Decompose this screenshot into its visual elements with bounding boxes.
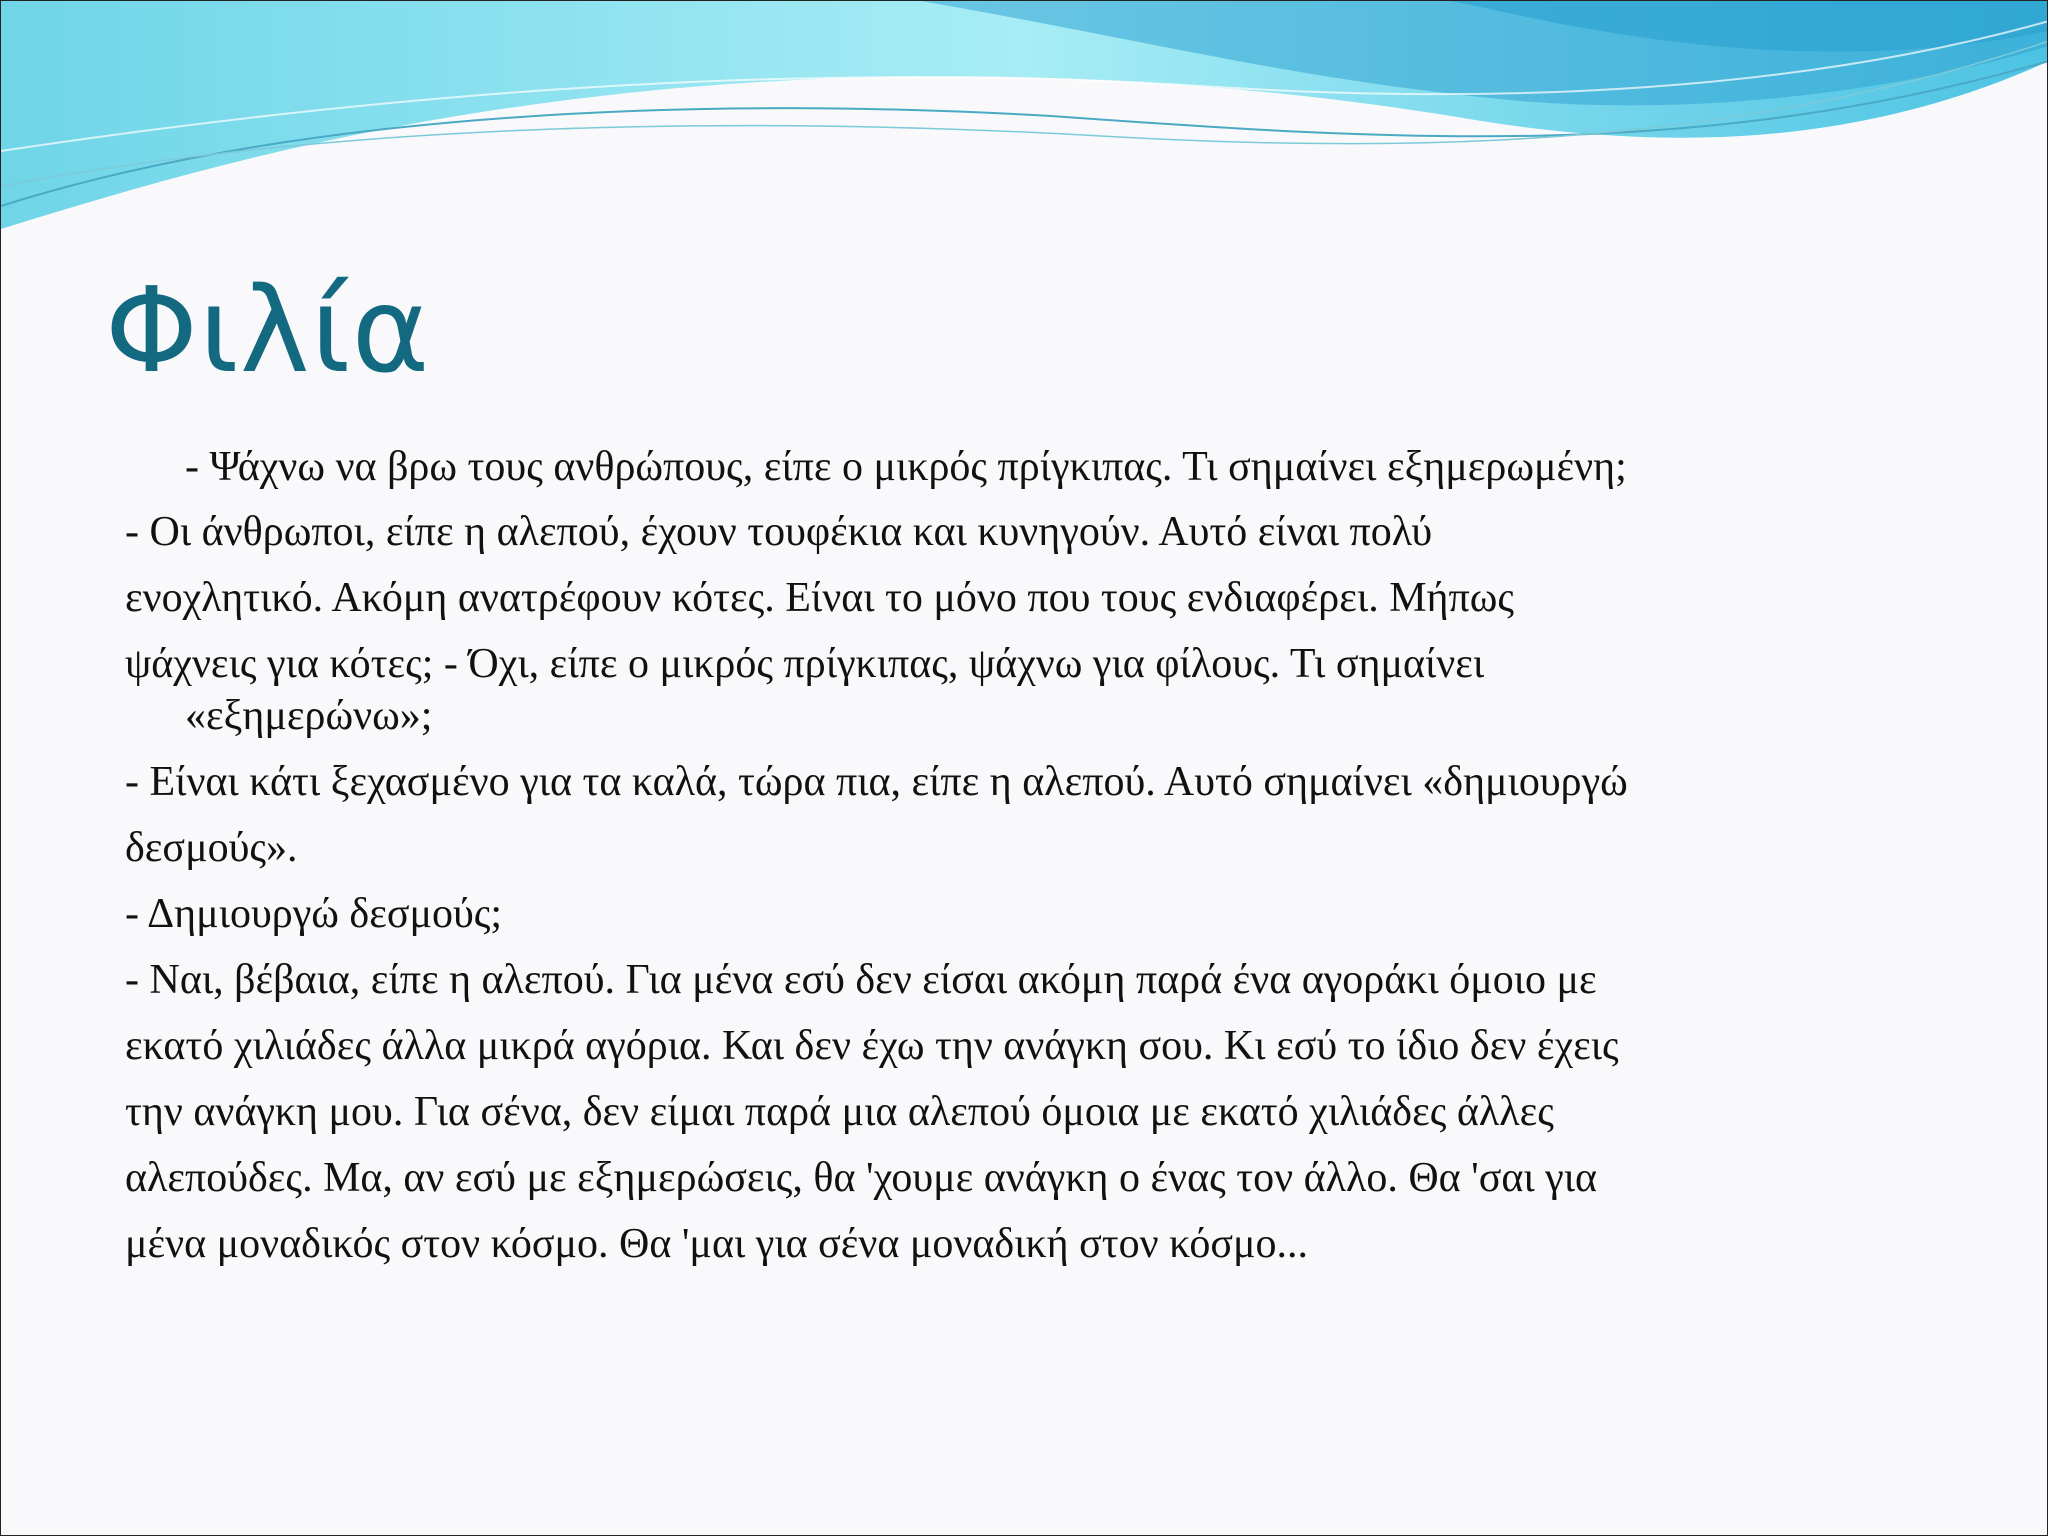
body-line: μένα μοναδικός στον κόσμο. Θα 'μαι για σένα μοναδική στον κόσμο... (125, 1221, 1309, 1267)
body-line: δεσμούς». (125, 825, 298, 871)
body-line: - Ναι, βέβαια, είπε η αλεπού. Για μένα εσύ δεν είσαι ακόμη παρά ένα αγοράκι όμοιο με (125, 957, 1597, 1003)
body-line: «εξημερώνω»; (185, 693, 433, 739)
slide-title: Φιλία (105, 261, 431, 399)
body-line: ψάχνεις για κότες; - Όχι, είπε ο μικρός πρίγκιπας, ψάχνω για φίλους. Τι σημαίνει (125, 641, 1485, 687)
body-line: αλεπούδες. Μα, αν εσύ με εξημερώσεις, θα 'χουμε ανάγκη ο ένας τον άλλο. Θα 'σαι για (125, 1155, 1598, 1201)
body-line: - Είναι κάτι ξεχασμένο για τα καλά, τώρα πια, είπε η αλεπού. Αυτό σημαίνει «δημιουργώ (125, 759, 1628, 805)
body-line: εκατό χιλιάδες άλλα μικρά αγόρια. Και δεν έχω την ανάγκη σου. Κι εσύ το ίδιο δεν έχεις (125, 1023, 1619, 1069)
body-line: την ανάγκη μου. Για σένα, δεν είμαι παρά μια αλεπού όμοια με εκατό χιλιάδες άλλες (125, 1089, 1554, 1135)
body-line: - Ψάχνω να βρω τους ανθρώπους, είπε ο μικρός πρίγκιπας. Τι σημαίνει εξημερωμένη; (185, 444, 1627, 490)
body-line: - Δημιουργώ δεσμούς; (125, 891, 503, 937)
body-line: - Οι άνθρωποι, είπε η αλεπού, έχουν τουφέκια και κυνηγούν. Αυτό είναι πολύ (125, 509, 1433, 555)
body-line: ενοχλητικό. Ακόμη ανατρέφουν κότες. Είναι το μόνο που τους ενδιαφέρει. Μήπως (125, 575, 1514, 621)
wave-decoration (1, 1, 2048, 241)
